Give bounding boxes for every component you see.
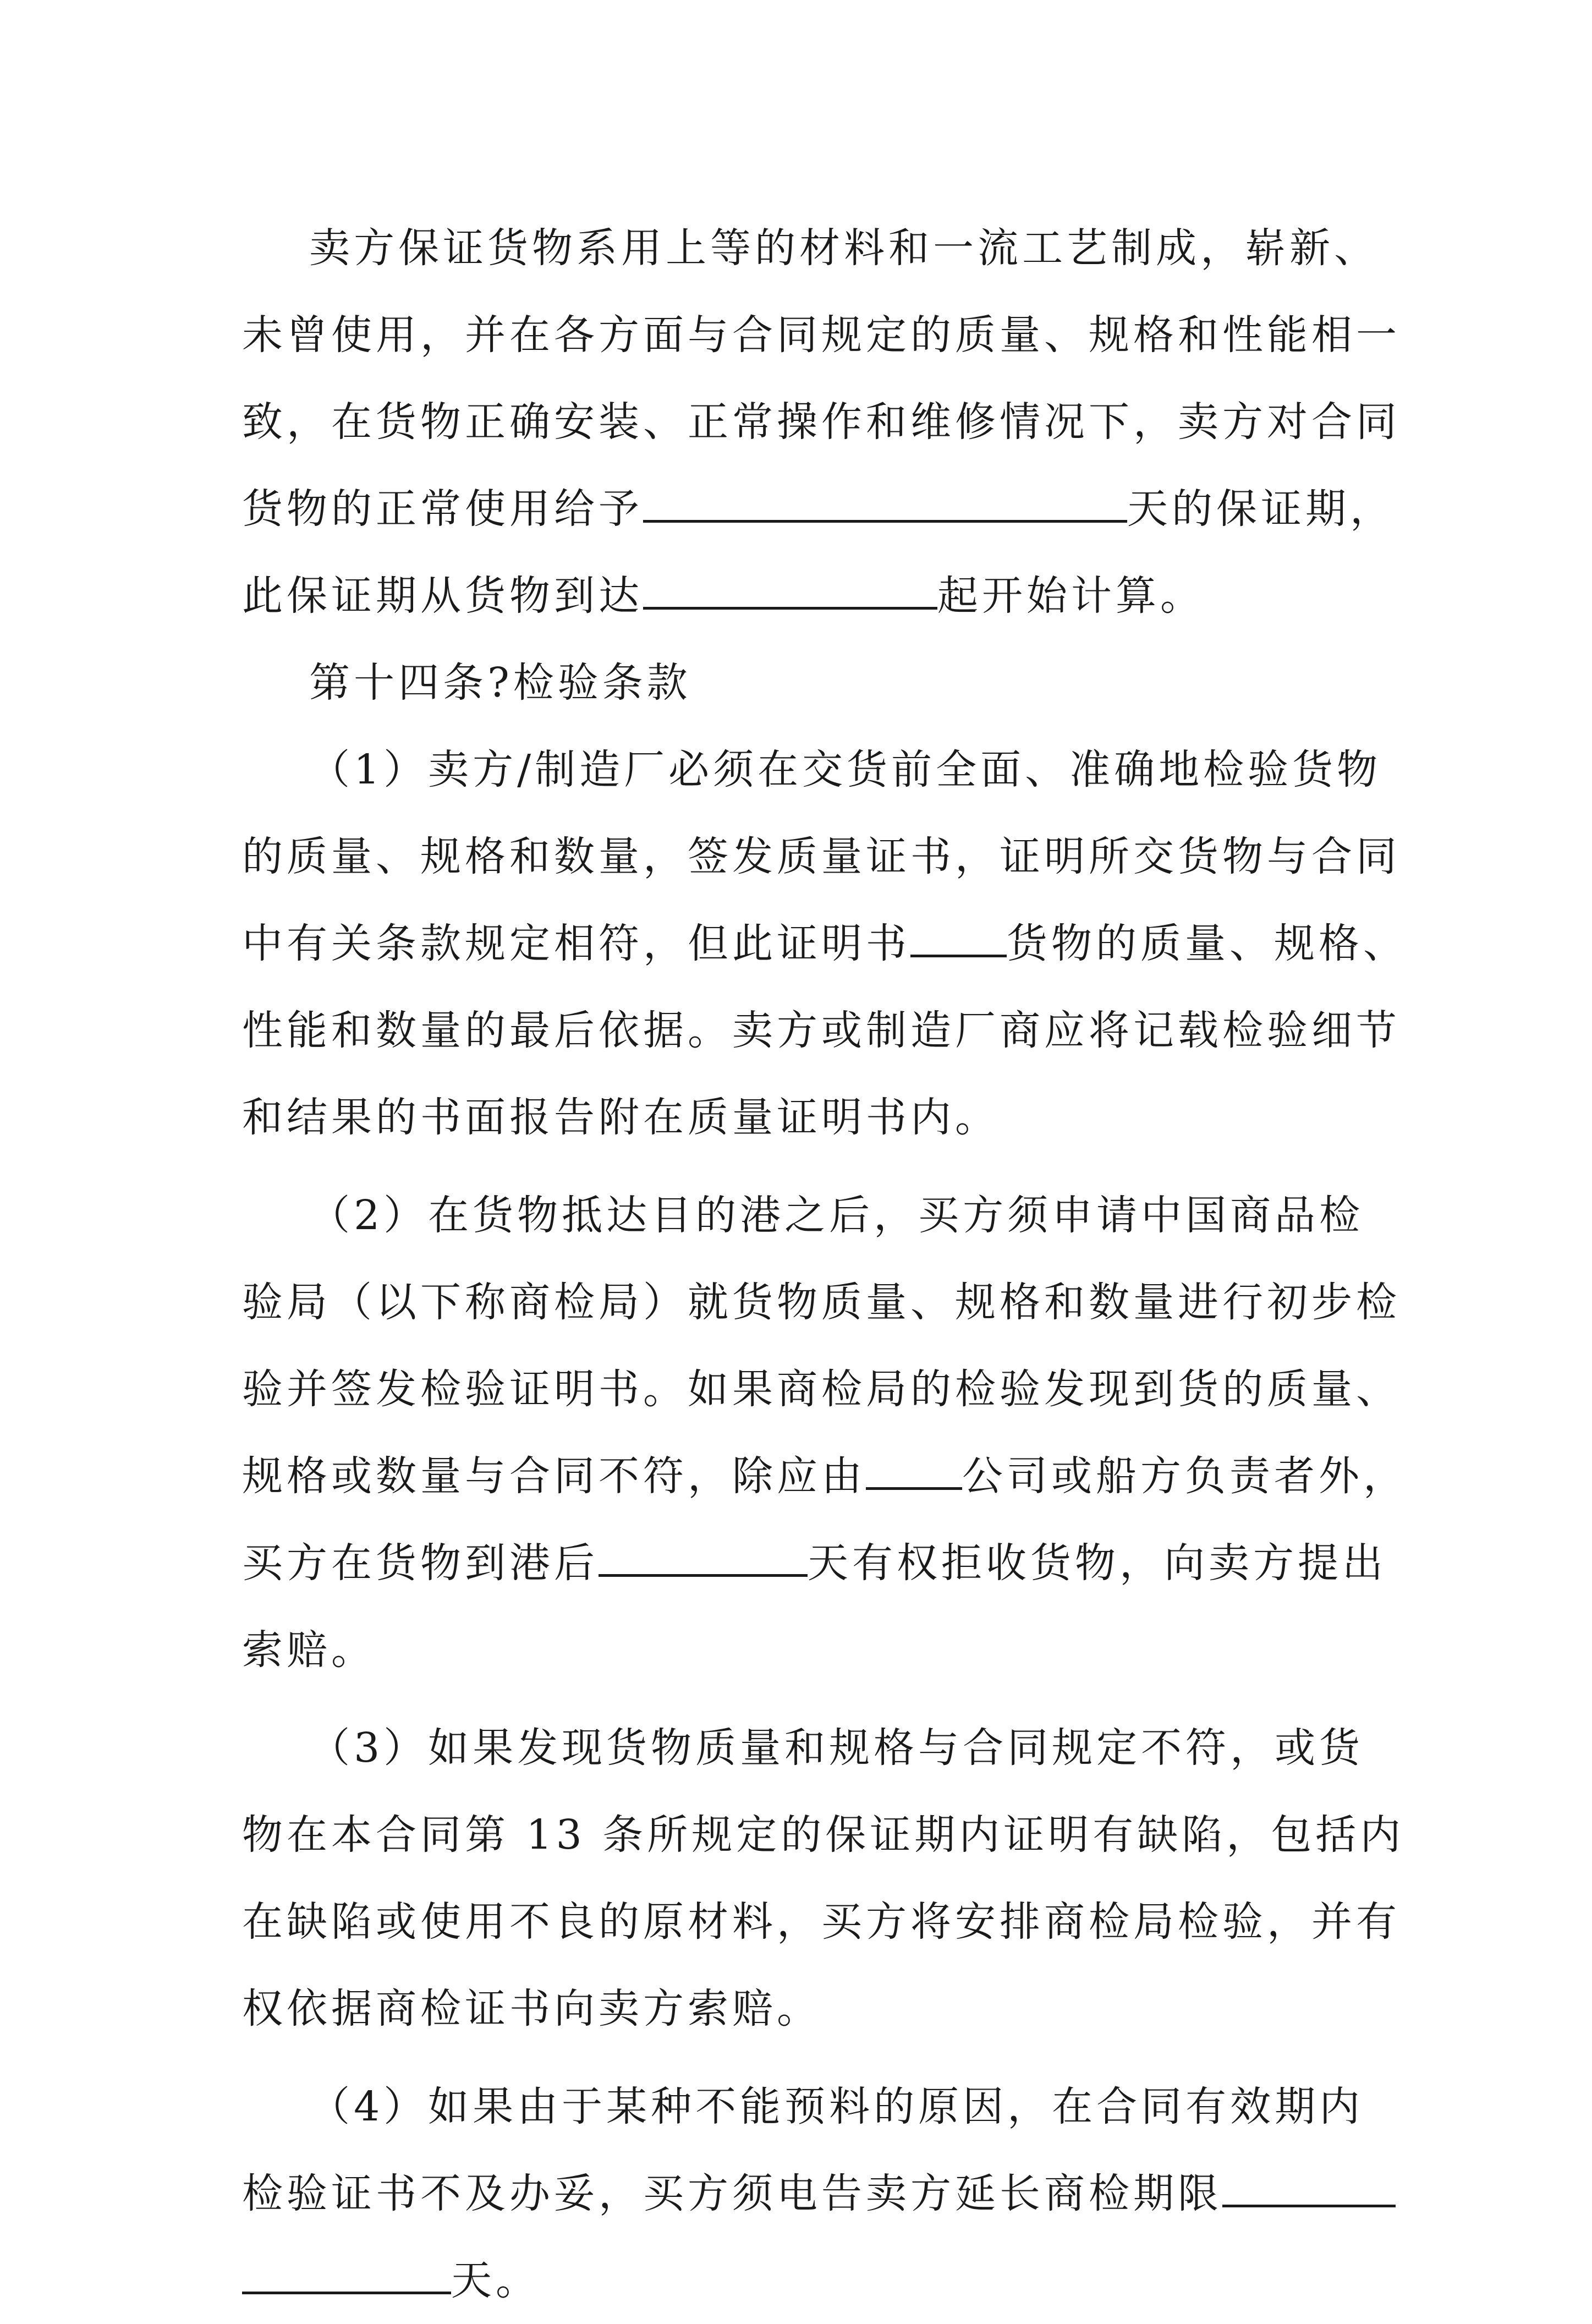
item3-line-3: 在缺陷或使用不良的原材料，买方将安排商检局检验，并有	[242, 1898, 1401, 1945]
p1-line-5: 此保证期从货物到达 起开始计算。	[242, 552, 1375, 639]
item1-line-3: 中有关条款规定相符，但此证明书 货物的质量、规格、	[242, 900, 1375, 987]
certificate-blank	[910, 907, 1007, 957]
item2-line-4: 规格或数量与合同不符，除应由 公司或船方负责者外，	[242, 1433, 1375, 1520]
item3-line-4: 权依据商检证书向卖方索赔。	[242, 1985, 821, 2032]
warranty-days-blank	[643, 473, 1127, 523]
item4-line-3: 天。	[242, 2237, 1375, 2324]
p1-line-1: 卖方保证货物系用上等的材料和一流工艺制成，崭新、	[309, 224, 1379, 272]
article-14-heading: 第十四条?检验条款	[309, 659, 691, 706]
item1-line-2: 的质量、规格和数量，签发质量证书，证明所交货物与合同	[242, 833, 1401, 880]
extension-days-blank-1	[1222, 2157, 1396, 2207]
item1-line-4: 性能和数量的最后依据。卖方或制造厂商应将记载检验细节	[242, 1007, 1401, 1054]
contract-text	[242, 205, 1408, 2324]
item3-line-2: 物在本合同第 13 条所规定的保证期内证明有缺陷，包括内	[242, 1811, 1405, 1859]
item2-line-1: （2）在货物抵达目的港之后，买方须申请中国商品检	[309, 1192, 1364, 1239]
rejection-days-blank	[599, 1527, 808, 1577]
item1-line-1: （1）卖方/制造厂必须在交货前全面、准确地检验货物	[309, 746, 1382, 793]
p1-line-3: 致，在货物正确安装、正常操作和维修情况下，卖方对合同	[242, 398, 1401, 446]
p1-line-2: 未曾使用，并在各方面与合同规定的质量、规格和性能相一	[242, 311, 1401, 359]
warranty-start-blank	[643, 560, 937, 610]
item2-line-2: 验局（以下称商检局）就货物质量、规格和数量进行初步检	[242, 1279, 1401, 1326]
item1-line-5: 和结果的书面报告附在质量证明书内。	[242, 1094, 1000, 1141]
item3-line-1: （3）如果发现货物质量和规格与合同规定不符，或货	[309, 1724, 1364, 1772]
item4-line-2: 检验证书不及办妥，买方须电告卖方延长商检期限	[242, 2150, 1375, 2237]
item2-line-6: 索赔。	[242, 1626, 376, 1674]
p1-line-4: 货物的正常使用给予 天的保证期，	[242, 465, 1375, 552]
item2-line-5: 买方在货物到港后 天有权拒收货物，向卖方提出	[242, 1520, 1375, 1607]
item4-line-1: （4）如果由于某种不能预料的原因，在合同有效期内	[309, 2083, 1364, 2130]
responsible-company-blank	[866, 1440, 962, 1490]
item2-line-3: 验并签发检验证明书。如果商检局的检验发现到货的质量、	[242, 1366, 1401, 1413]
